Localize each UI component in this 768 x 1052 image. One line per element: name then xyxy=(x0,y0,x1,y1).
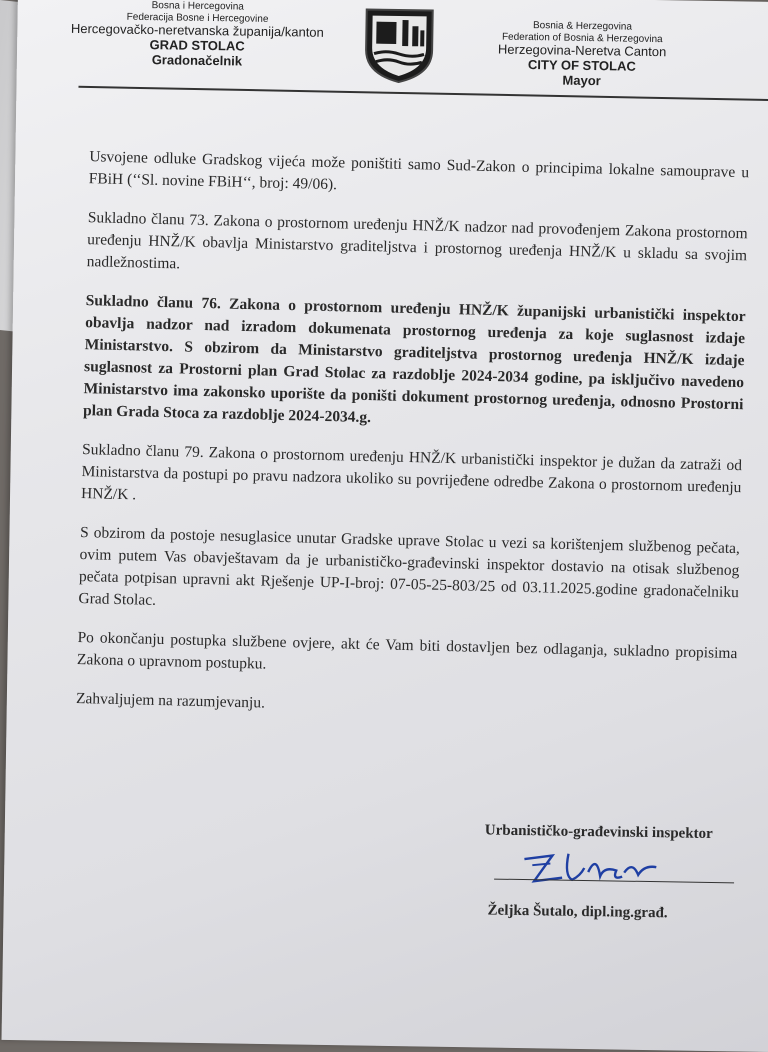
letterhead-left-line4: GRAD STOLAC xyxy=(149,37,245,54)
paragraph-3: Sukladno članu 76. Zakona o prostornom uređenju HNŽ/K županijski urbanistički inspektor obavlja nadzor nad izradom dokumenata prostornog uređenja za koje suglasnost izdaje Ministarstvo. S obzirom da Ministarstvo graditeljstva prostornog uređenja HNŽ/K izdaje suglasnost za Prostorni plan Grad Stolac za razdoblje 2024-2034 godine, pa isključivo navedeno Ministarstvo ima zakonsko uporište da poništi dokument prostornog uređenja, odnosno Prostorni plan Grada Stoca za razdoblje 2024-2034.g. xyxy=(82,292,746,427)
letter-sheet xyxy=(2,0,768,1052)
paragraph-4: Sukladno članu 79. Zakona o prostornom uređenju HNŽ/K urbanistički inspektor je dužan da zatraži od Ministarstva da postupi po pravu nadzora ukoliko su povrijeđene odredbe Zakona o prostornom uređenju HNŽ/K . xyxy=(80,441,743,504)
letter-body xyxy=(75,146,749,743)
letterhead-left-line1: Bosna i Hercegovina xyxy=(151,0,244,13)
signature-block xyxy=(484,822,765,922)
letterhead-right-line2: Federation of Bosnia & Herzegovina xyxy=(501,31,663,45)
letterhead-left xyxy=(57,0,338,71)
letterhead-right-line5: Mayor xyxy=(562,72,601,89)
paragraph-2: Sukladno članu 73. Zakona o prostornom uređenju HNŽ/K nadzor nad provođenjem Zakona prostornom uređenju HNŽ/K obavlja Ministarstvo graditeljstva i prostornog uređenja HNŽ/K u skladu sa svojim nadležnostima. xyxy=(86,209,748,273)
letterhead-right-line4: CITY OF STOLAC xyxy=(527,56,636,74)
paragraph-5: S obzirom da postoje nesuglasice unutar Gradske uprave Stolac u vezi sa korištenjem službenog pečata, ovim putem Vas obavještavam da je urbanističko-građevinski inspektor dostavio na otisak službenog pečata potpisan upravni akt Rješenje UP-I-broj: 07-05-25-803/25 od 03.11.2025.godine gradonačelniku Grad Stolac. xyxy=(78,524,741,609)
letterhead-left-line5: Gradonačelnik xyxy=(151,51,243,69)
letterhead-left-line3: Hercegovačko-neretvanska županija/kanton xyxy=(70,20,324,40)
handwritten-signature-icon xyxy=(504,845,675,896)
letterhead-right-line1: Bosnia & Herzegovina xyxy=(532,20,633,33)
paragraph-1: Usvojene odluke Gradskog vijeća može poništiti samo Sud-Zakon o principima lokalne samouprave u FBiH (‘‘Sl. novine FBiH‘‘, broj: 49/06). xyxy=(88,148,750,194)
signatory-name: Željka Šutalo, dipl.ing.građ. xyxy=(487,902,668,922)
signatory-title: Urbanističko-građevinski inspektor xyxy=(484,822,713,843)
coat-of-arms-icon xyxy=(362,5,437,84)
letterhead-right-line3: Herzegovina-Neretva Canton xyxy=(497,41,667,60)
paragraph-7: Zahvaljujem na razumjevanju. xyxy=(75,689,266,712)
paragraph-6: Po okončanju postupka službene ovjere, akt će Vam biti dostavljen bez odlaganja, sukladno propisima Zakona o upravnom postupku. xyxy=(76,628,738,673)
letterhead-left-line2: Federacija Bosne i Hercegovine xyxy=(126,11,269,25)
letterhead-right xyxy=(472,19,693,90)
